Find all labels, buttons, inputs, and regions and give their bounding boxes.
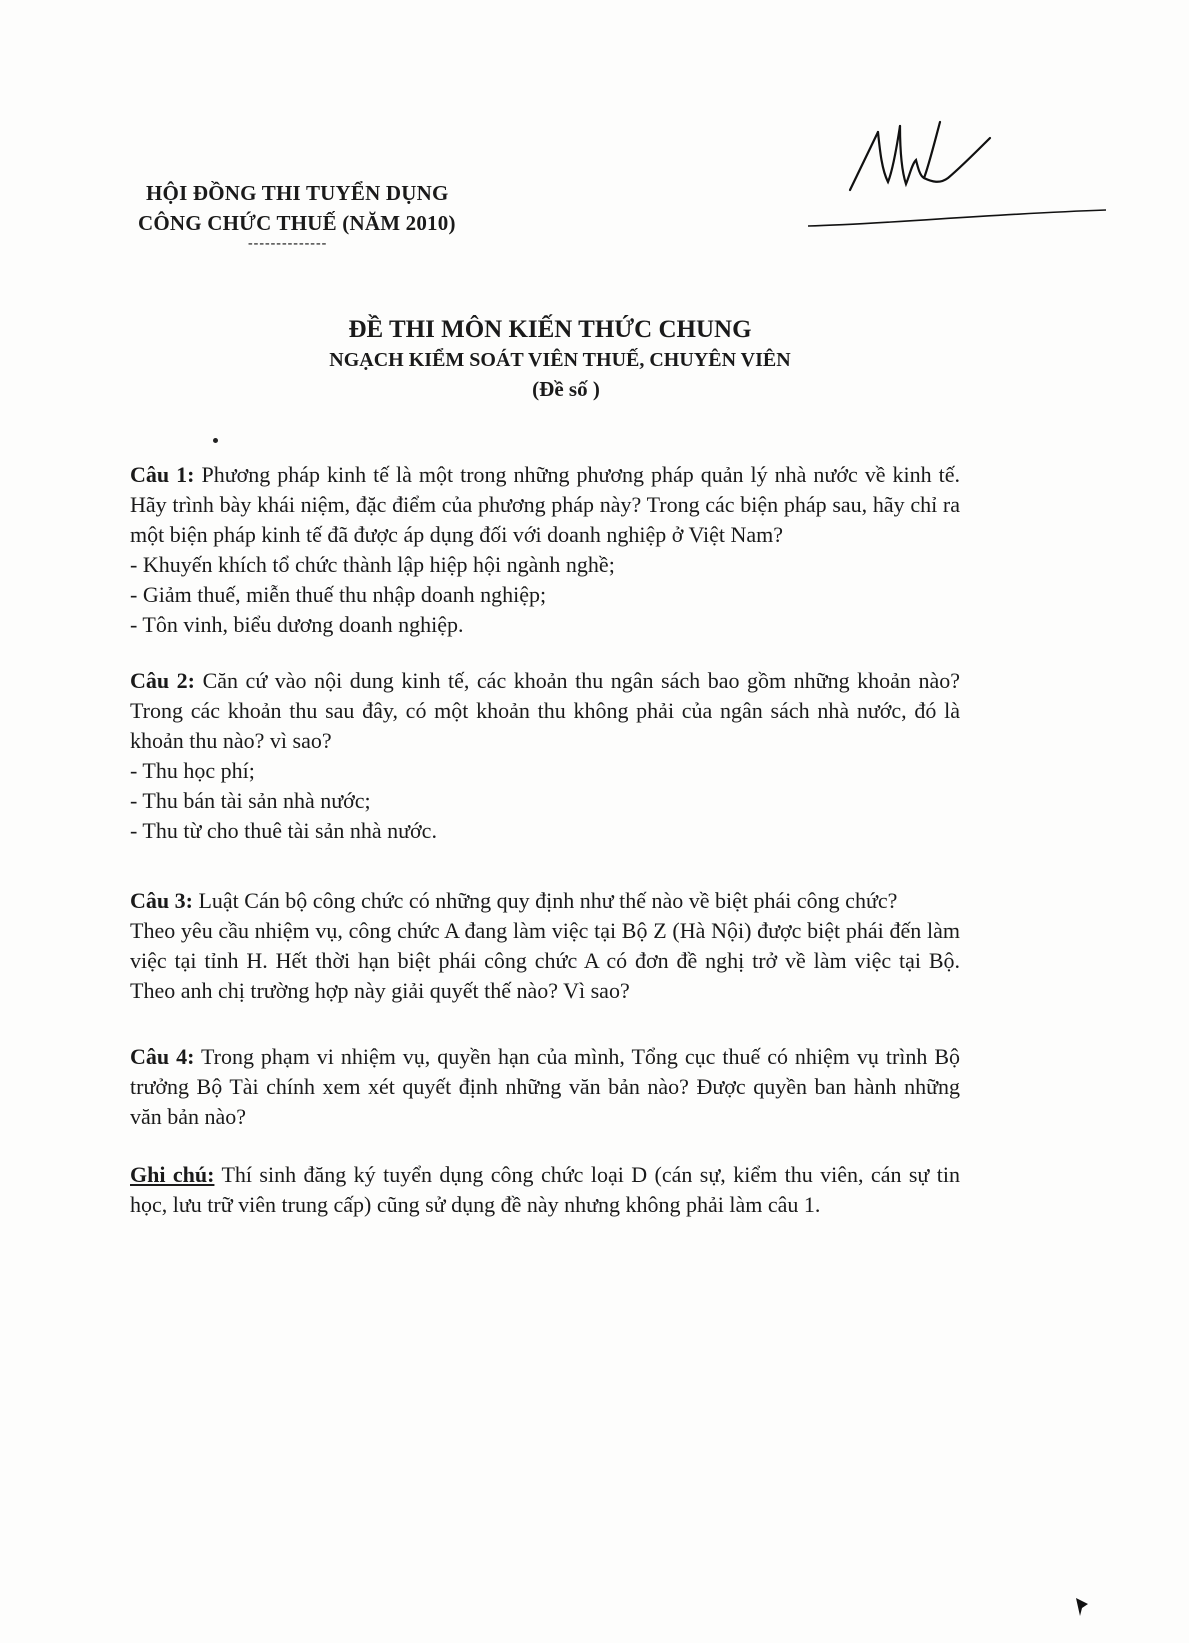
organization-header xyxy=(138,178,456,238)
question-2 xyxy=(130,666,960,846)
question-text: Phương pháp kinh tế là một trong những phương pháp quản lý nhà nước về kinh tế. Hãy trình bày khái niệm, đặc điểm của phương pháp này? Trong các biện pháp sau, hãy chỉ ra một biện pháp kinh tế đã được áp dụng đối với doanh nghiệp ở Việt Nam? xyxy=(130,462,960,547)
question-option: - Giảm thuế, miễn thuế thu nhập doanh nghiệp; xyxy=(130,582,547,607)
header-divider: -------------- xyxy=(248,236,328,251)
question-label: Câu 3: xyxy=(130,888,193,913)
note-text: Thí sinh đăng ký tuyển dụng công chức loại D (cán sự, kiểm thu viên, cán sự tin học, lưu trữ viên trung cấp) cũng sử dụng đề này nhưng không phải làm câu 1. xyxy=(130,1162,960,1217)
signature-underline xyxy=(808,206,1108,236)
question-body xyxy=(130,1042,960,1132)
question-label: Câu 4: xyxy=(130,1044,195,1069)
question-text: Luật Cán bộ công chức có những quy định như thế nào về biệt phái công chức? xyxy=(192,888,898,913)
question-1 xyxy=(130,460,960,640)
question-option: - Thu học phí; xyxy=(130,758,255,783)
question-label: Câu 1: xyxy=(130,462,195,487)
question-scenario: Theo yêu cầu nhiệm vụ, công chức A đang làm việc tại Bộ Z (Hà Nội) được biệt phái đến làm việc tại tỉnh H. Hết thời hạn biệt phái công chức A có đơn đề nghị trở về làm việc tại Bộ. Theo anh chị trường hợp này giải quyết thế nào? Vì sao? xyxy=(130,918,960,1003)
question-3 xyxy=(130,886,960,1006)
question-text: Trong phạm vi nhiệm vụ, quyền hạn của mình, Tổng cục thuế có nhiệm vụ trình Bộ trưởng Bộ Tài chính xem xét quyết định những văn bản nào? Được quyền ban hành những văn bản nào? xyxy=(130,1044,961,1129)
exam-title-block xyxy=(250,314,870,404)
org-name-line2: CÔNG CHỨC THUẾ (NĂM 2010) xyxy=(138,211,456,235)
handwritten-signature xyxy=(840,112,1020,212)
question-text: Căn cứ vào nội dung kinh tế, các khoản thu ngân sách bao gồm những khoản nào? Trong các khoản thu sau đây, có một khoản thu không phải của ngân sách nhà nước, đó là khoản thu nào? vì sao? xyxy=(130,668,961,753)
exam-content xyxy=(130,460,960,1246)
exam-title: ĐỀ THI MÔN KIẾN THỨC CHUNG xyxy=(348,316,752,343)
note-body xyxy=(130,1160,960,1220)
note-label: Ghi chú: xyxy=(130,1162,215,1187)
question-body xyxy=(130,666,960,756)
question-option: - Khuyến khích tổ chức thành lập hiệp hội ngành nghề; xyxy=(130,552,615,577)
page-corner-mark xyxy=(1074,1596,1090,1618)
question-label: Câu 2: xyxy=(130,668,196,693)
question-body xyxy=(130,886,960,916)
exam-subtitle: NGẠCH KIỂM SOÁT VIÊN THUẾ, CHUYÊN VIÊN xyxy=(329,349,791,371)
stray-mark xyxy=(213,438,218,443)
question-option: - Thu từ cho thuê tài sản nhà nước. xyxy=(130,818,437,843)
question-4 xyxy=(130,1042,960,1132)
exam-code: (Đề số ) xyxy=(532,377,600,401)
question-body xyxy=(130,460,960,550)
question-option: - Thu bán tài sản nhà nước; xyxy=(130,788,371,813)
note xyxy=(130,1160,960,1220)
question-option: - Tôn vinh, biểu dương doanh nghiệp. xyxy=(130,612,464,637)
org-name-line1: HỘI ĐỒNG THI TUYỂN DỤNG xyxy=(146,181,449,205)
